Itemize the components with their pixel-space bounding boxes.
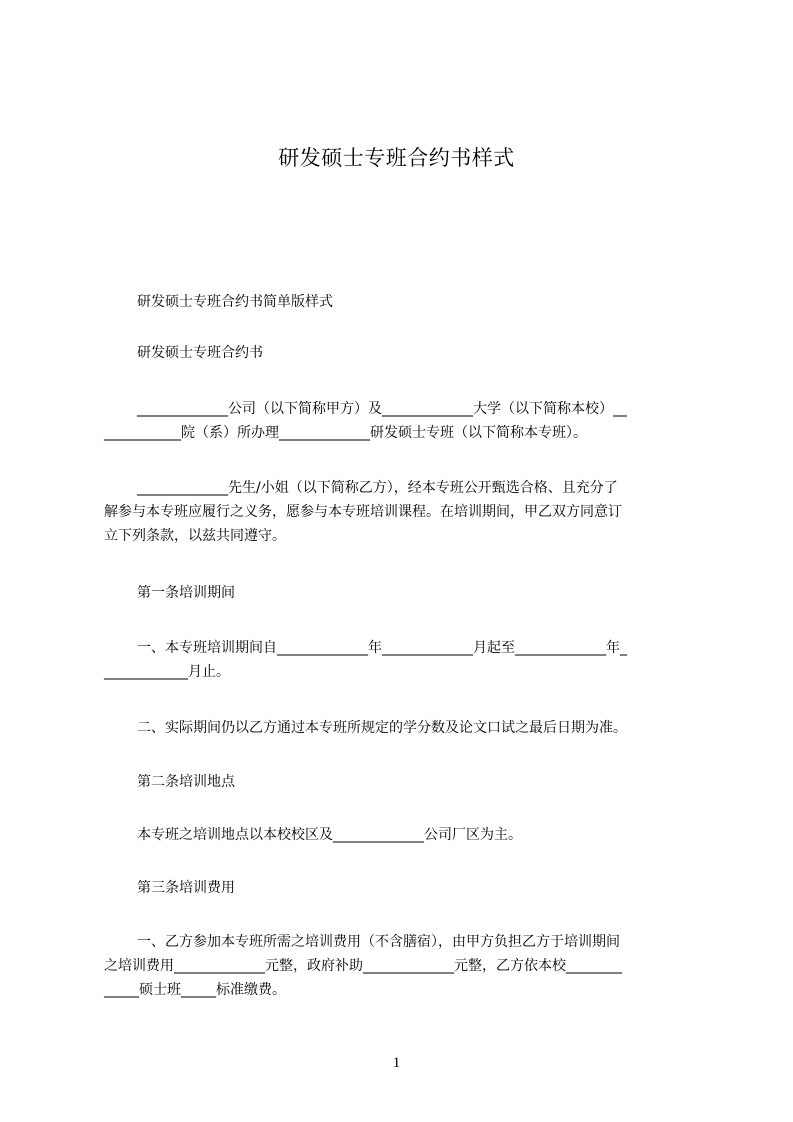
paragraph-line: _____硕士班_____标准缴费。 [104,982,286,998]
page-number: 1 [392,1055,401,1071]
paragraph-student [104,476,704,548]
paragraph-line: 之培训费用_____________元整，政府补助_____________元整，乙方依本校________ [104,958,622,974]
paragraph-line: 解参与本专班应履行之义务，愿参与本专班培训课程。在培训期间，甲乙双方同意订 [104,504,622,520]
paragraph-fees [104,930,704,1002]
article-1-heading: 第一条培训期间 [137,585,235,601]
document-title: 研发硕士专班合约书样式 [278,146,515,170]
paragraph-line: _____________公司（以下简称甲方）及_____________大学（以下简称本校）__ [137,401,627,417]
paragraph-actual-period: 二、实际期间仍以乙方通过本专班所规定的学分数及论文口试之最后日期为准。 [137,720,627,736]
paragraph-line: 一、本专班培训期间自_____________年_____________月起至_____________年_ [137,640,627,656]
paragraph-contract-name: 研发硕士专班合约书 [137,345,263,361]
article-3-heading: 第三条培训费用 [137,880,235,896]
paragraph-period [104,636,704,684]
paragraph-line: _____________先生/小姐（以下简称乙方），经本专班公开甄选合格、且充分了 [137,480,618,496]
paragraph-subtitle: 研发硕士专班合约书简单版样式 [137,294,333,310]
paragraph-line: 一、乙方参加本专班所需之培训费用（不含膳宿），由甲方负担乙方于培训期间 [137,934,620,950]
paragraph-line: ____________月止。 [104,664,230,680]
paragraph-parties [104,397,704,445]
paragraph-line: 立下列条款，以兹共同遵守。 [104,528,286,544]
paragraph-line: ___________院（系）所办理_____________研发硕士专班（以下简称本专班）。 [104,425,587,441]
paragraph-location: 本专班之培训地点以本校校区及_____________公司厂区为主。 [137,827,522,843]
article-2-heading: 第二条培训地点 [137,774,235,790]
